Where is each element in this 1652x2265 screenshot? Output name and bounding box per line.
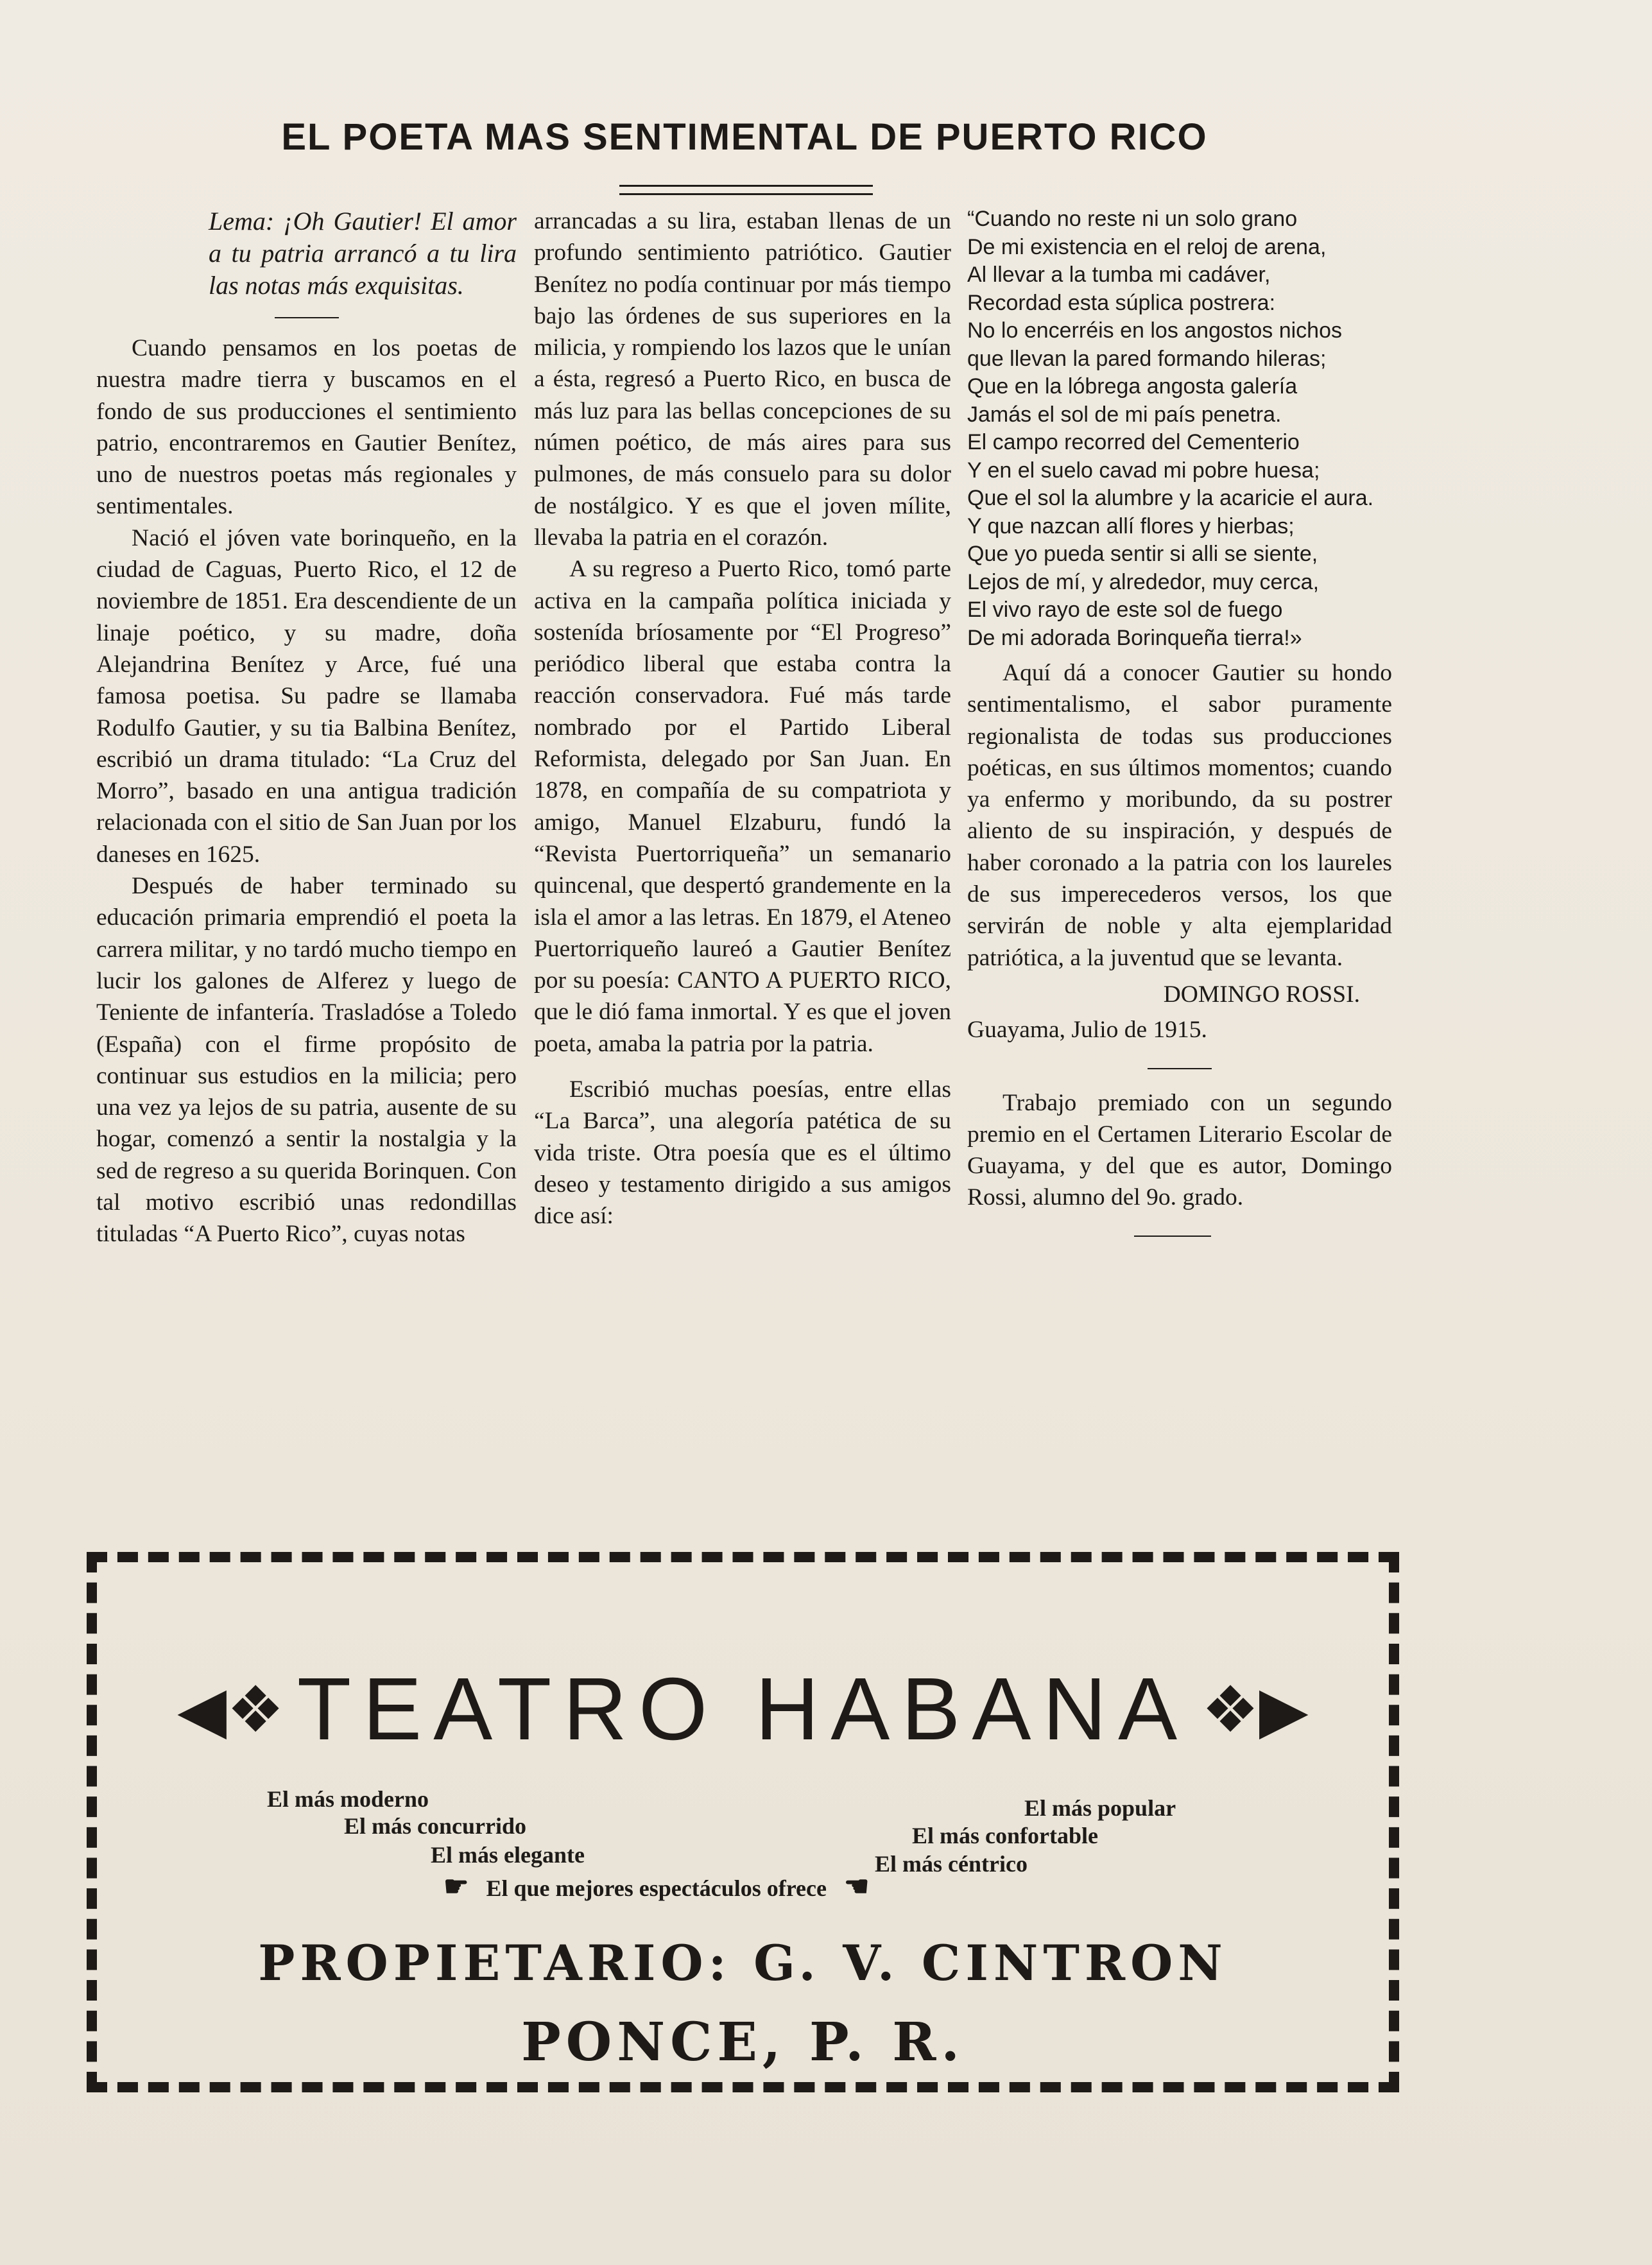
poem-line: Y que nazcan allí flores y hierbas; — [967, 513, 1295, 538]
ad-bottom-row — [443, 1870, 869, 1903]
poem-line: El vivo rayo de este sol de fuego — [967, 598, 1283, 622]
article-column-2 — [534, 205, 951, 1232]
right-ornament-icon: ❖▶ — [1201, 1674, 1309, 1746]
poem-line: De mi adorada Borinqueña tierra!» — [967, 625, 1302, 650]
place-date: Guayama, Julio de 1915. — [967, 1017, 1207, 1044]
article-headline: EL POETA MAS SENTIMENTAL DE PUERTO RICO — [281, 116, 1208, 158]
theatre-advertisement — [87, 1552, 1399, 2092]
poem — [967, 205, 1392, 652]
spacer — [534, 1060, 951, 1074]
paragraph: Nació el jóven vate borinqueño, en la ciudad de Caguas, Puerto Rico, el 12 de noviembre de 1851. Era descendiente de un linaje poético, y su madre, doña Alejandrina Benítez y Arce, fué una famosa poetisa. Su padre se llamaba Rodulfo Gautier, y su tia Balbina Benítez, escribió un drama titulado: “La Cruz del Morro”, basado en una antigua tradición relacionada con el sitio de San Juan por los daneses en 1625. — [96, 524, 517, 868]
paragraph: Aquí dá a conocer Gautier su hondo sentimentalismo, el sabor puramente regionalista de todas sus producciones poéticas, en sus últimos momentos; cuando ya enfermo y moribundo, da su postrer aliento de su inspiración, y después de haber coronado a la patria con los laureles de sus imperecederos versos, los que servirán de noble y alta ejemplaridad patriótica, a la juventud que se levanta. — [967, 660, 1392, 971]
poem-line: Jamás el sol de mi país penetra. — [967, 402, 1282, 427]
poem-line: “Cuando no reste ni un solo grano — [967, 207, 1298, 231]
poem-line: Al llevar a la tumba mi cadáver, — [967, 263, 1271, 287]
poem-line: Y en el suelo cavad mi pobre huesa; — [967, 458, 1320, 483]
poem-line: El campo recorred del Cementerio — [967, 430, 1300, 454]
ad-left-line: El más elegante — [431, 1842, 585, 1868]
article-lema: Lema: ¡Oh Gautier! El amor a tu patria arrancó a tu lira las notas más exquisitas. — [209, 207, 517, 300]
pointing-hand-left-icon: ☚ — [843, 1871, 870, 1902]
lema-divider — [275, 317, 339, 318]
paragraph: arrancadas a su lira, estaban llenas de un profundo sentimiento patriótico. Gautier Benítez no podía continuar por más tiempo bajo las órdenes de sus superiores en la milicia, y rompiendo los lazos que le unían a ésta, regresó a Puerto Rico, en busca de más luz para las bellas concepciones de su númen poético, de más aires para sus pulmones, de más consuelo para su dolor de nostálgico. Y es que el joven mílite, llevaba la patria en el corazón. — [534, 208, 951, 551]
ad-right-line: El más confortable — [912, 1823, 1098, 1848]
article-column-3 — [967, 205, 1392, 1251]
poem-line: Que yo pueda sentir si alli se siente, — [967, 542, 1318, 566]
ad-right-line: El más céntrico — [875, 1851, 1028, 1877]
end-divider — [1134, 1236, 1211, 1237]
article-column-1 — [96, 205, 517, 1250]
pointing-hand-right-icon: ☛ — [443, 1871, 469, 1902]
poem-line: Que el sol la alumbre y la acaricie el aura. — [967, 486, 1374, 510]
ad-title: TEATRO HABANA — [297, 1660, 1189, 1759]
paragraph: Después de haber terminado su educación primaria emprendió el poeta la carrera militar, y no tardó mucho tiempo en lucir los galones de Alferez y luego de Teniente de infantería. Trasladóse a Toledo (España) con el firme propósito de continuar sus estudios en la milicia; pero una vez ya lejos de su patria, ausente de su hogar, comenzó a sentir la nostalgia y la sed de regreso a su querida Borinquen. Con tal motivo escribió unas redondillas tituladas “A Puerto Rico”, cuyas notas — [96, 873, 517, 1248]
poem-line: Que en la lóbrega angosta galería — [967, 374, 1298, 399]
headline-double-rule — [619, 185, 873, 195]
ad-left-line: El más concurrido — [344, 1813, 526, 1839]
ad-bottom-line: El que mejores espectáculos ofrece — [486, 1875, 827, 1901]
poem-line: No lo encerréis en los angostos nichos — [967, 318, 1342, 343]
poem-line: Lejos de mí, y alrededor, muy cerca, — [967, 569, 1320, 594]
left-ornament-icon: ◀❖ — [177, 1674, 284, 1746]
ad-proprietor: PROPIETARIO: G. V. CINTRON — [258, 1934, 1228, 1992]
poem-line: Recordad esta súplica postrera: — [967, 290, 1276, 315]
ad-city: PONCE, P. R. — [521, 2011, 965, 2073]
ad-title-row — [97, 1658, 1389, 1761]
poem-line: que llevan la pared formando hileras; — [967, 346, 1327, 371]
paragraph: Cuando pensamos en los poetas de nuestra madre tierra y buscamos en el fondo de sus producciones el sentimiento patrio, encontraremos en Gautier Benítez, uno de nuestros poetas más regionales y sentimentales. — [96, 335, 517, 520]
author-signature: DOMINGO ROSSI. — [1163, 981, 1360, 1008]
award-note: Trabajo premiado con un segundo premio en el Certamen Literario Escolar de Guayama, y del que es autor, Domingo Rossi, alumno del 9o. grado. — [967, 1089, 1392, 1211]
note-divider — [1148, 1068, 1212, 1069]
ad-right-line: El más popular — [1024, 1795, 1176, 1821]
paragraph: A su regreso a Puerto Rico, tomó parte activa en la campaña política iniciada y sostenída bríosamente por “El Progreso” periódico liberal que estaba contra la reacción conservadora. Fué más tarde nombrado por el Partido Liberal Reformista, delegado por San Juan. En 1878, en compañía de su compatriota y amigo, Manuel Elzaburu, fundó la “Revista Puertorriqueña” un semanario quincenal, que despertó grandemente en la isla el amor a las letras. En 1879, el Ateneo Puertorriqueño laureó a Gautier Benítez por su poesía: CANTO A PUERTO RICO, que le dió fama inmortal. Y es que el joven poeta, amaba la patria por la patria. — [534, 556, 951, 1057]
paragraph: Escribió muchas poesías, entre ellas “La Barca”, una alegoría patética de su vida triste. Otra poesía que es el último deseo y testamento dirigido a sus amigos dice así: — [534, 1076, 951, 1230]
poem-line: De mi existencia en el reloj de arena, — [967, 234, 1327, 259]
ad-left-line: El más moderno — [267, 1786, 429, 1812]
